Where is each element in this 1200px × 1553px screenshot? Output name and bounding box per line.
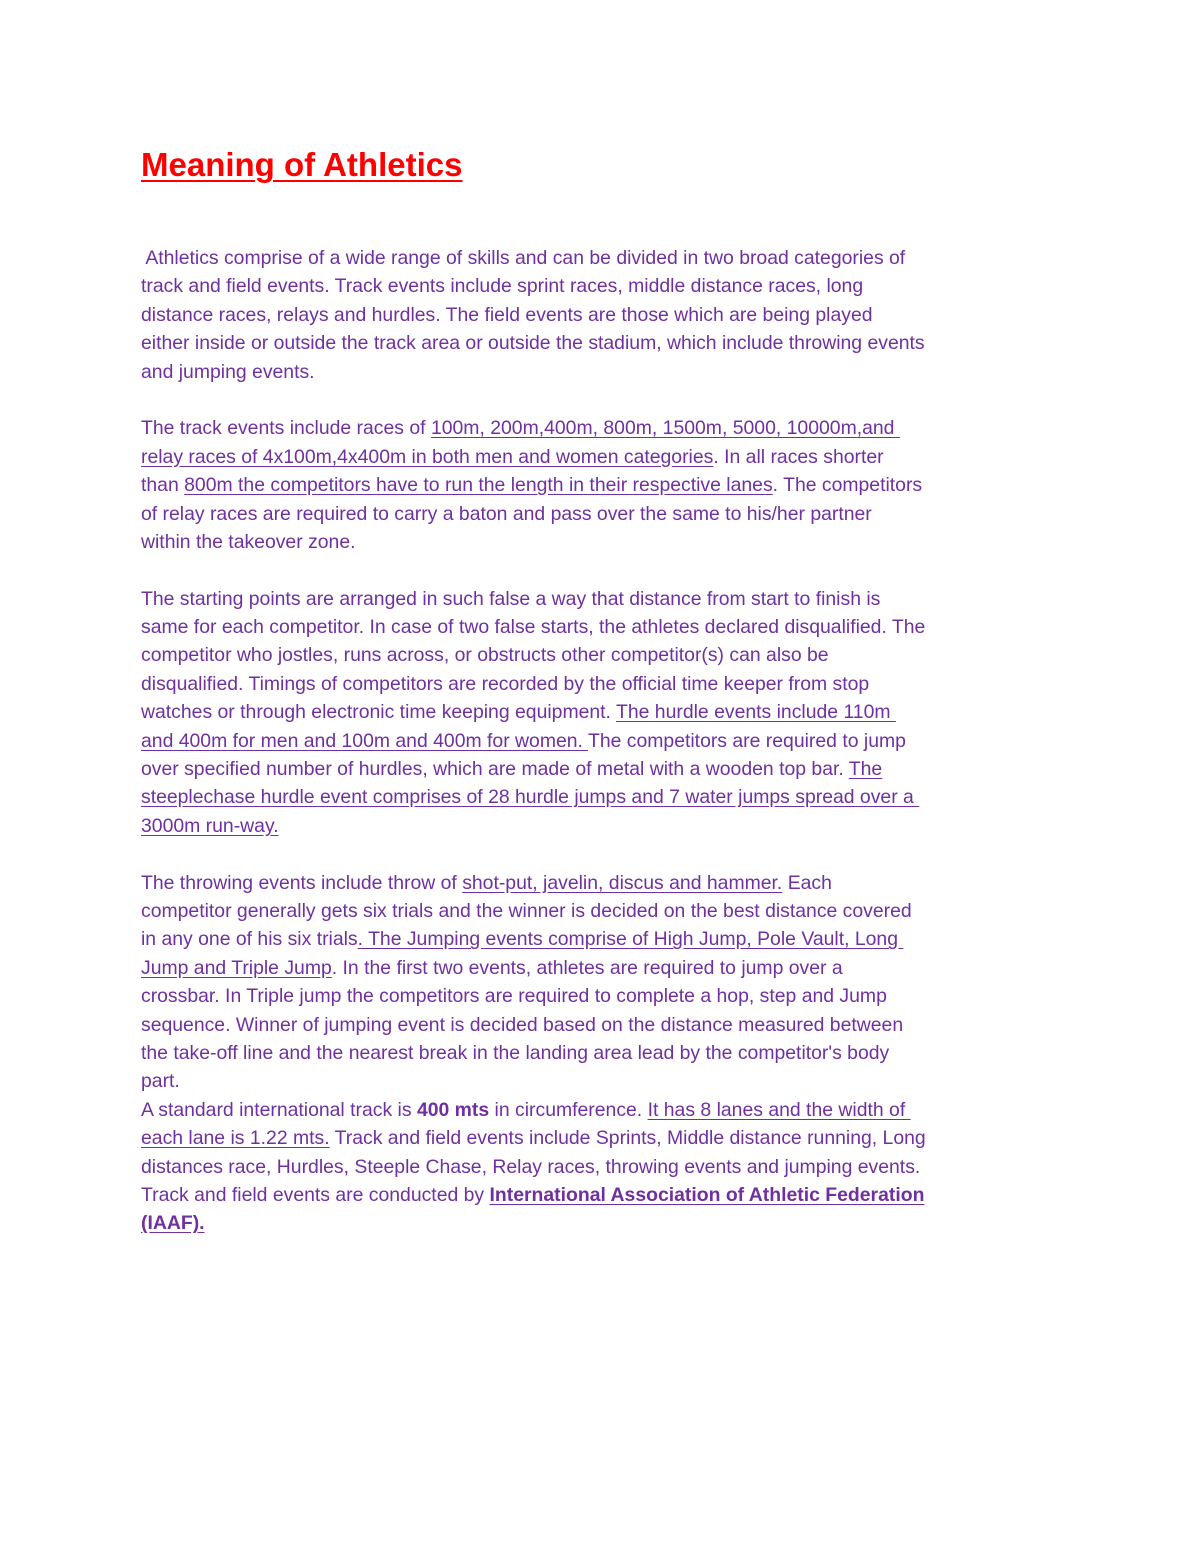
text-line [141, 329, 1031, 357]
text-line [141, 500, 1031, 528]
text-line [141, 727, 1031, 755]
text-line [141, 641, 1031, 669]
text-line [141, 755, 1031, 783]
paragraph-standard-track [141, 1096, 1031, 1238]
text-run: in circumference. [489, 1098, 648, 1121]
text-run: distances race, Hurdles, Steeple Chase, Relay races, throwing events and jumping events. [141, 1155, 921, 1178]
text-line [141, 1124, 1031, 1152]
text-run: competitor who jostles, runs across, or obstructs other competitor(s) can also be [141, 644, 829, 667]
text-run: The competitors are required to jump [587, 729, 906, 752]
text-line [141, 528, 1031, 556]
text-line [141, 1067, 1031, 1095]
text-run: . In the first two events, athletes are required to jump over a [331, 956, 843, 979]
text-line [141, 698, 1031, 726]
text-line [141, 897, 1031, 925]
text-run: and jumping events. [141, 360, 315, 383]
text-run: competitor generally gets six trials and the winner is decided on the best distance covered [141, 899, 912, 922]
text-run: within the takeover zone. [141, 530, 356, 553]
text-line [141, 954, 1031, 982]
text-run: sequence. Winner of jumping event is decided based on the distance measured between [141, 1013, 904, 1036]
text-run: over specified number of hurdles, which are made of metal with a wooden top bar. [141, 758, 849, 781]
text-run: A standard international track is [141, 1098, 417, 1121]
text-line [141, 613, 1031, 641]
text-run: disqualified. Timings of competitors are recorded by the official time keeper from stop [141, 672, 870, 695]
document-body [141, 244, 1031, 1238]
text-run: The track events include races of [141, 417, 431, 440]
underlined-text: shot-put, javelin, discus and hammer. [462, 871, 783, 894]
text-run: than [141, 474, 185, 497]
text-run: crossbar. In Triple jump the competitors are required to complete a hop, step and Jump [141, 985, 887, 1008]
underlined-text: 100m, 200m,400m, 800m, 1500m, 5000, 10000m,and [430, 417, 900, 440]
paragraph-intro [141, 244, 1031, 386]
text-line [141, 812, 1031, 840]
text-run: either inside or outside the track area or outside the stadium, which include throwing events [141, 332, 925, 355]
text-run: track and field events. Track events include sprint races, middle distance races, long [141, 275, 864, 298]
text-line [141, 1153, 1031, 1181]
text-line [141, 358, 1031, 386]
paragraph-throwing-jumping [141, 869, 1031, 1096]
text-line [141, 982, 1031, 1010]
text-line [141, 1096, 1031, 1124]
text-run: Track and field events are conducted by [141, 1183, 490, 1206]
text-run: The throwing events include throw of [141, 871, 463, 894]
underlined-bold-text: (IAAF). [141, 1212, 205, 1235]
underlined-text: and 400m for men and 100m and 400m for women. [141, 729, 588, 752]
underlined-text: 3000m run-way. [141, 814, 279, 837]
text-line [141, 1039, 1031, 1067]
text-line [141, 783, 1031, 811]
text-run: . In all races shorter [713, 445, 884, 468]
underlined-text: steeplechase hurdle event comprises of 28 hurdle jumps and 7 water jumps spread over a [141, 786, 920, 809]
paragraph-track-events [141, 414, 1031, 556]
document-title: Meaning of Athletics [141, 146, 463, 183]
text-run: same for each competitor. In case of two false starts, the athletes declared disqualified. The [141, 616, 926, 639]
text-run: Each [782, 871, 832, 894]
underlined-text: The hurdle events include 110m [616, 701, 896, 724]
text-line [141, 869, 1031, 897]
text-line [141, 414, 1031, 442]
bold-text: 400 mts [416, 1098, 490, 1121]
text-line [141, 1209, 1031, 1237]
paragraph-starting-hurdles [141, 585, 1031, 841]
text-line [141, 585, 1031, 613]
text-line [141, 670, 1031, 698]
underlined-text: relay races of 4x100m,4x400m in both men and women categories [141, 445, 714, 468]
text-line [141, 272, 1031, 300]
text-line [141, 301, 1031, 329]
underlined-bold-text: International Association of Athletic Federation [489, 1183, 925, 1206]
text-run: Athletics comprise of a wide range of skills and can be divided in two broad categories of [141, 247, 906, 269]
text-line [141, 244, 1031, 272]
text-run: The starting points are arranged in such false a way that distance from start to finish is [141, 587, 881, 610]
underlined-text: each lane is 1.22 mts. [141, 1127, 330, 1150]
text-line [141, 443, 1031, 471]
text-line [141, 471, 1031, 499]
underlined-text: The [848, 758, 883, 781]
text-run: watches or through electronic time keeping equipment. [141, 701, 616, 724]
underlined-text: It has 8 lanes and the width of [647, 1098, 911, 1121]
underlined-text: Jump and Triple Jump [141, 956, 332, 979]
text-run: the take-off line and the nearest break in the landing area lead by the competitor's body [141, 1041, 890, 1064]
text-run: in any one of his six trials [141, 928, 358, 951]
text-run: . The competitors [772, 474, 923, 497]
underlined-text: 800m the competitors have to run the length in their respective lanes [184, 474, 773, 497]
underlined-text: . The Jumping events comprise of High Jump, Pole Vault, Long [357, 928, 904, 951]
text-run: part. [141, 1070, 180, 1093]
text-line [141, 925, 1031, 953]
text-run: Track and field events include Sprints, Middle distance running, Long [329, 1127, 926, 1150]
text-run: of relay races are required to carry a baton and pass over the same to his/her partner [141, 502, 872, 525]
text-line [141, 1181, 1031, 1209]
text-run: distance races, relays and hurdles. The field events are those which are being played [141, 303, 873, 326]
text-line [141, 1011, 1031, 1039]
